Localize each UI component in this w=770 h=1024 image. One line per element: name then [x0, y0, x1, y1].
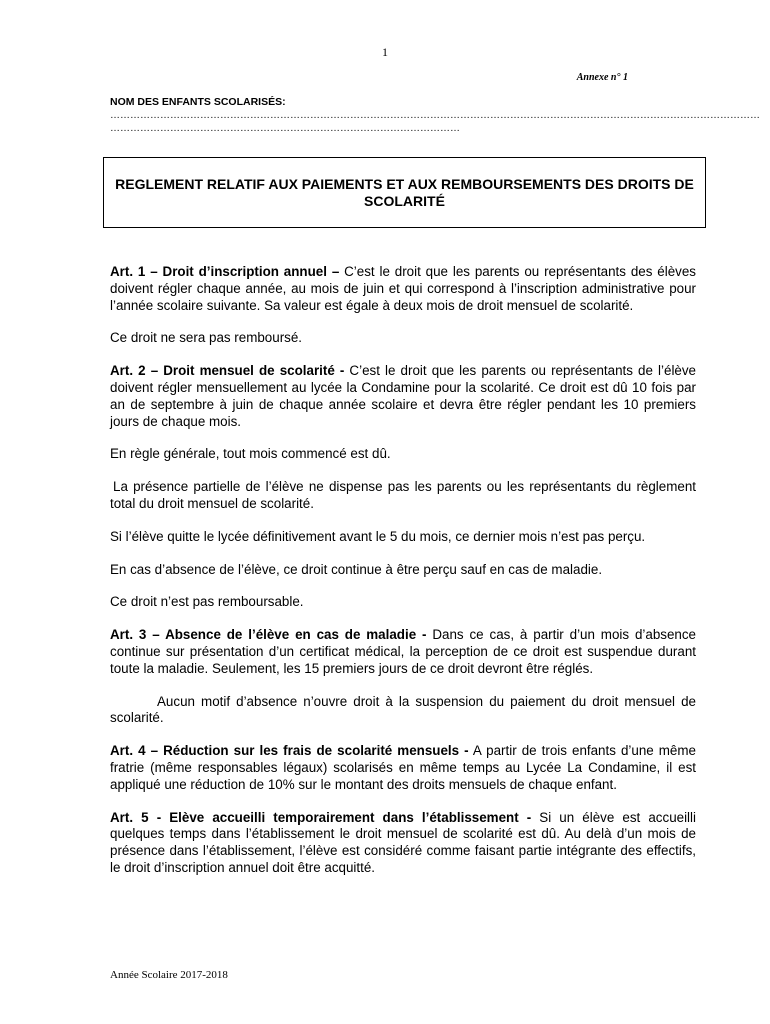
article-2-text: C’est le droit que les parents ou représentants de l’élève doivent régler mensuellement au lycée la Condamine pour la scolarité. Ce droit est dû 10 fois par an de septembre à juin de chaque année scolaire et devra être régler pendant les 10 premiers jours de chaque mois.	[110, 363, 697, 429]
article-1-note: Ce droit ne sera pas remboursé.	[110, 330, 303, 346]
article-1-text: C’est le droit que les parents ou représentants des élèves doivent régler chaque année, au mois de juin et qui correspond à l’inscription administrative pour l’année scolaire suivante. Sa valeur est égale à deux mois de droit mensuel de scolarité.	[110, 264, 696, 313]
children-names-label: NOM DES ENFANTS SCOLARISÉS:	[110, 96, 286, 108]
document-body	[110, 264, 696, 877]
article-4-heading: Art. 4 – Réduction sur les frais de scolarité mensuels -	[110, 743, 469, 759]
article-2-paragraph-3: Si l’élève quitte le lycée définitivement avant le 5 du mois, ce dernier mois n’est pas perçu.	[110, 528, 646, 544]
article-4-text: A partir de trois enfants d’une même fratrie (même responsables légaux) scolarisés en même temps au Lycée La Condamine, il est appliqué une réduction de 10% sur le montant des droits mensuels de chaque enfant.	[110, 743, 696, 792]
article-3-heading: Art. 3 – Absence de l’élève en cas de maladie -	[110, 627, 427, 643]
title-box	[103, 157, 706, 228]
article-5	[110, 810, 696, 877]
article-5-heading: Art. 5 - Elève accueilli temporairement dans l’établissement -	[110, 809, 532, 825]
article-2-paragraph-4: En cas d’absence de l’élève, ce droit continue à être perçu sauf en cas de maladie.	[110, 561, 603, 577]
article-2-paragraph-2: La présence partielle de l’élève ne dispense pas les parents ou les représentants du règlement total du droit mensuel de scolarité.	[110, 479, 696, 511]
names-fill-line-2: ……………………………………………………………………………………………	[110, 123, 460, 134]
article-1-heading: Art. 1 – Droit d’inscription annuel –	[110, 264, 340, 279]
article-2	[110, 363, 696, 430]
article-2-heading: Art. 2 – Droit mensuel de scolarité -	[110, 363, 345, 379]
article-2-paragraph-1: En règle générale, tout mois commencé est dû.	[110, 446, 391, 462]
names-fill-line-1: ……………………………………………………………………………………………………………………………………………………………………………	[110, 110, 760, 121]
article-3-text: Dans ce cas, à partir d’un mois d’absence continue sur présentation d’un certificat médical, la perception de ce droit est suspendue durant toute la maladie. Seulement, les 15 premiers jours de ce droit devront être réglés.	[110, 627, 696, 676]
article-5-text: Si un élève est accueilli quelques temps dans l’établissement le droit mensuel de scolarité est dû. Au delà d’un mois de présence dans l’établissement, l’élève est considéré comme faisant partie intégrante des effectifs, le droit d’inscription annuel doit être acquitté.	[110, 809, 696, 875]
article-1	[110, 264, 696, 314]
page-number: 1	[382, 45, 388, 59]
school-year-footer: Année Scolaire 2017-2018	[110, 969, 228, 981]
annexe-label: Annexe n° 1	[576, 72, 628, 83]
article-3-paragraph-1: Aucun motif d’absence n’ouvre droit à la suspension du paiement du droit mensuel de scolarité.	[110, 693, 696, 726]
article-4	[110, 743, 696, 793]
article-2-paragraph-5: Ce droit n’est pas remboursable.	[110, 594, 304, 610]
article-3	[110, 627, 696, 677]
document-title: REGLEMENT RELATIF AUX PAIEMENTS ET AUX REMBOURSEMENTS DES DROITS DE SCOLARITÉ	[115, 175, 694, 209]
